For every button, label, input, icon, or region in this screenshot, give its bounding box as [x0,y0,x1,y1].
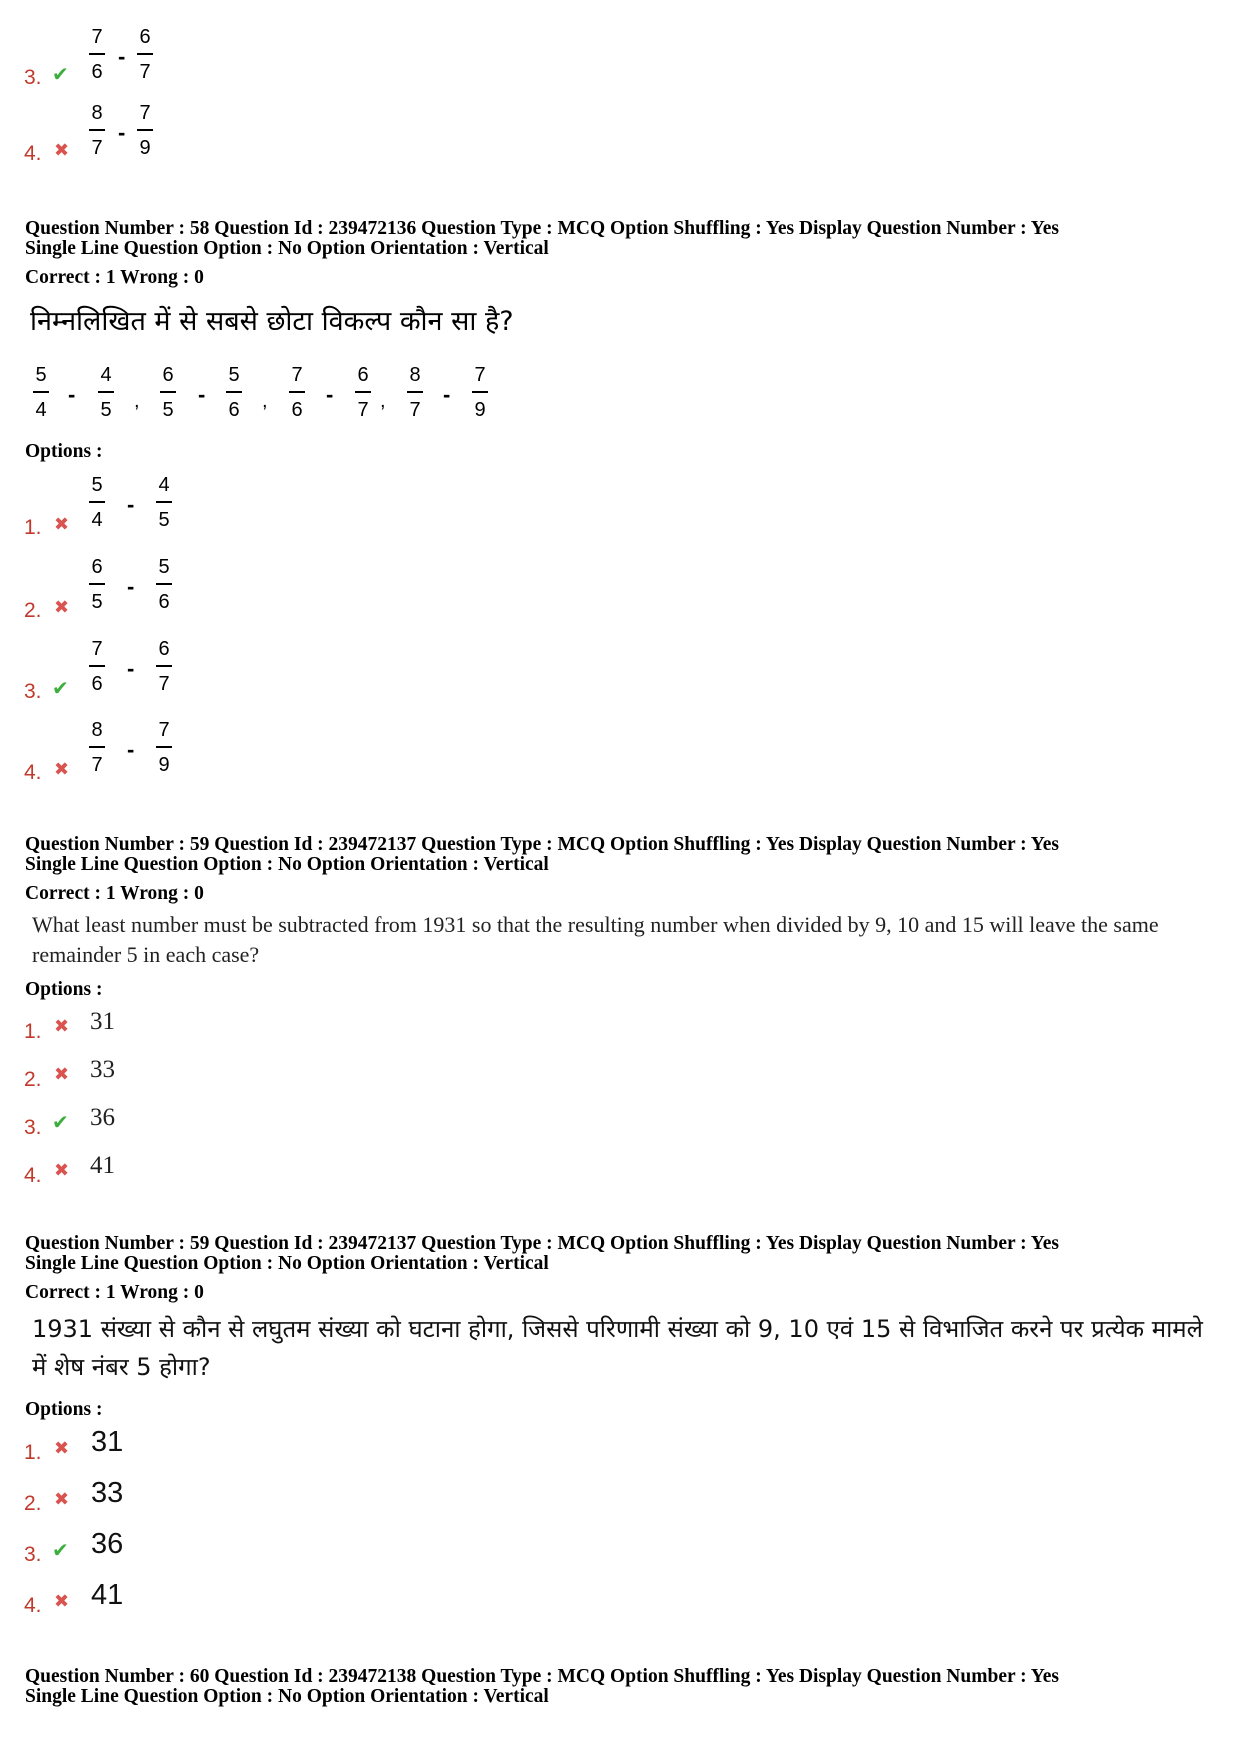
option-number: 1. [24,516,42,539]
option-value: 41 [91,1579,124,1611]
option-number: 2. [24,1492,42,1515]
correct-check-icon: ✔ [52,62,69,86]
question-text: What least number must be subtracted from 1931 so that the resulting number when divided by 9, 10 and 15 will leave the same remainder 5 in each case? [32,912,1159,967]
wrong-cross-icon: ✖ [54,597,70,618]
fraction: 5 4 [86,474,108,531]
option-number: 1. [24,1441,42,1464]
option-number: 1. [24,1020,42,1043]
option-value: 33 [91,1477,124,1509]
minus-sign: - [127,574,135,599]
question-text-hindi: निम्नलिखित में से सबसे छोटा विकल्प कौन सा है? [30,306,514,337]
option-number: 4. [24,1594,42,1617]
fraction: 5 6 [153,556,175,613]
fraction: 7 6 [286,364,308,421]
question-text-hindi: 1931 संख्या से कौन से लघुतम संख्या को घटाना होगा, जिससे परिणामी संख्या को 9, 10 एवं 15 से विभाजित करने पर प्रत्येक मामले में शेष नंबर 5 होगा? [32,1315,1203,1381]
minus-sign: - [127,737,135,762]
question-meta-2: Single Line Question Option : No Option Orientation : Vertical [25,1253,549,1274]
score-line: Correct : 1 Wrong : 0 [25,267,204,288]
correct-check-icon: ✔ [52,1110,69,1134]
fraction: 7 9 [134,102,156,159]
wrong-cross-icon: ✖ [54,1591,70,1612]
option-number: 3. [24,66,42,89]
fraction: 8 7 [86,719,108,776]
option-value: 36 [90,1104,115,1131]
fraction: 7 6 [86,638,108,695]
option-value: 41 [90,1152,115,1179]
question-meta: Question Number : 60 Question Id : 239472138 Question Type : MCQ Option Shuffling : Yes Display Question Number : Yes [25,1666,1059,1687]
wrong-cross-icon: ✖ [54,1064,70,1085]
fraction: 7 6 [86,26,108,83]
question-meta: Question Number : 59 Question Id : 239472137 Question Type : MCQ Option Shuffling : Yes Display Question Number : Yes [25,1233,1059,1254]
minus-sign: - [118,120,126,145]
score-line: Correct : 1 Wrong : 0 [25,883,204,904]
option-number: 2. [24,1068,42,1091]
fraction: 7 9 [153,719,175,776]
question-meta-2: Single Line Question Option : No Option Orientation : Vertical [25,1686,549,1707]
question-meta-2: Single Line Question Option : No Option Orientation : Vertical [25,854,549,875]
comma: , [380,390,386,412]
options-label: Options : [25,441,103,462]
fraction: 4 5 [153,474,175,531]
comma: , [262,390,268,412]
fraction: 6 7 [134,26,156,83]
minus-sign: - [198,382,206,407]
wrong-cross-icon: ✖ [54,514,70,535]
option-value: 31 [91,1426,124,1458]
options-label: Options : [25,979,103,1000]
fraction: 5 6 [223,364,245,421]
option-number: 4. [24,142,42,165]
option-number: 4. [24,761,42,784]
option-value: 33 [90,1056,115,1083]
fraction: 6 7 [352,364,374,421]
option-number: 3. [24,680,42,703]
wrong-cross-icon: ✖ [54,1160,70,1181]
score-line: Correct : 1 Wrong : 0 [25,1282,204,1303]
question-meta: Question Number : 59 Question Id : 239472137 Question Type : MCQ Option Shuffling : Yes Display Question Number : Yes [25,834,1059,855]
minus-sign: - [118,44,126,69]
options-label: Options : [25,1399,103,1420]
question-meta-2: Single Line Question Option : No Option Orientation : Vertical [25,238,549,259]
option-number: 3. [24,1116,42,1139]
option-number: 3. [24,1543,42,1566]
fraction: 8 7 [404,364,426,421]
fraction: 6 5 [86,556,108,613]
wrong-cross-icon: ✖ [54,1489,70,1510]
wrong-cross-icon: ✖ [54,140,70,161]
option-value: 36 [91,1528,124,1560]
wrong-cross-icon: ✖ [54,759,70,780]
comma: , [134,390,140,412]
option-number: 2. [24,599,42,622]
option-value: 31 [90,1008,115,1035]
fraction: 6 7 [153,638,175,695]
wrong-cross-icon: ✖ [54,1438,70,1459]
minus-sign: - [326,382,334,407]
fraction: 6 5 [157,364,179,421]
correct-check-icon: ✔ [52,676,69,700]
correct-check-icon: ✔ [52,1538,69,1562]
fraction: 8 7 [86,102,108,159]
fraction: 7 9 [469,364,491,421]
minus-sign: - [68,382,76,407]
fraction: 4 5 [95,364,117,421]
question-meta: Question Number : 58 Question Id : 239472136 Question Type : MCQ Option Shuffling : Yes Display Question Number : Yes [25,218,1059,239]
wrong-cross-icon: ✖ [54,1016,70,1037]
option-number: 4. [24,1164,42,1187]
minus-sign: - [443,382,451,407]
minus-sign: - [127,656,135,681]
minus-sign: - [127,492,135,517]
fraction: 5 4 [30,364,52,421]
